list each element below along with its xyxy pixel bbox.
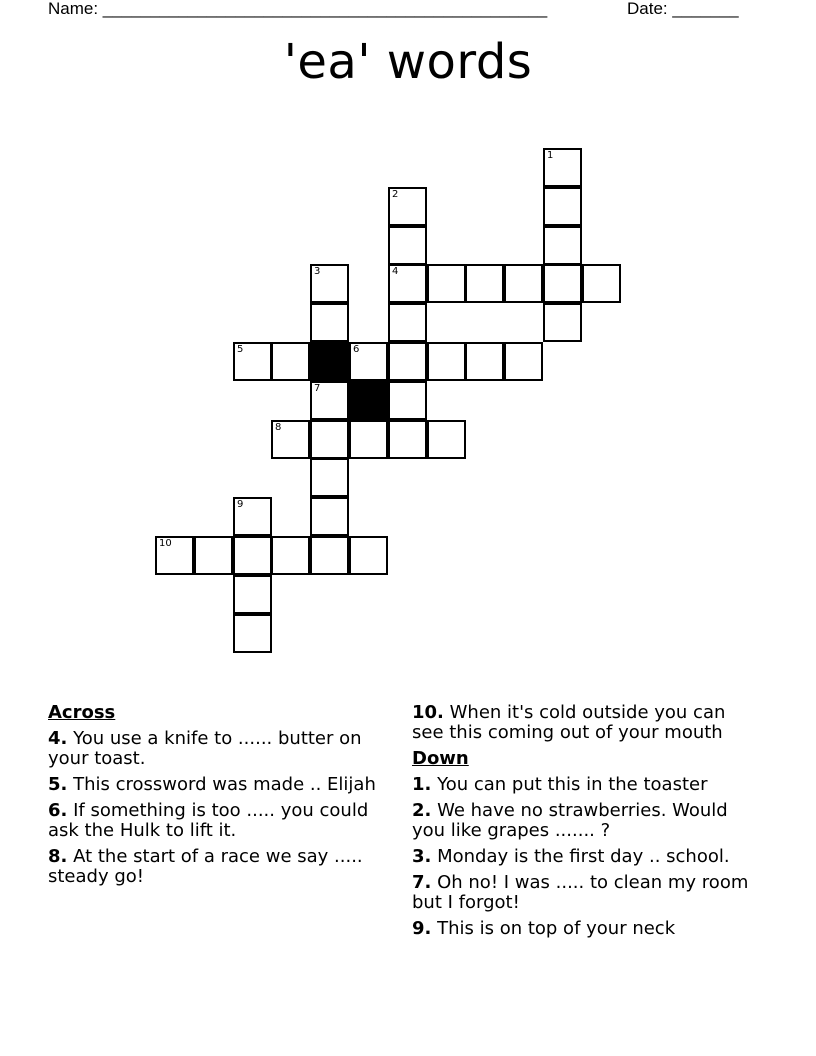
clue-number: 5 bbox=[237, 344, 244, 355]
clue-number: 2 bbox=[392, 189, 399, 200]
grid-cell[interactable] bbox=[388, 226, 427, 265]
grid-cell[interactable] bbox=[349, 420, 388, 459]
clue-item-number: 7. bbox=[412, 872, 432, 893]
name-field-label: Name: _______________________________________________ bbox=[48, 0, 548, 18]
across-heading: Across bbox=[48, 702, 116, 723]
clue-item-text: At the start of a race we say ..... steady go! bbox=[48, 846, 363, 887]
grid-cell[interactable] bbox=[427, 264, 466, 303]
grid-cell[interactable] bbox=[388, 264, 427, 303]
grid-cell[interactable] bbox=[155, 536, 194, 575]
grid-cell[interactable] bbox=[543, 303, 582, 342]
page-title: 'ea' words bbox=[283, 34, 533, 90]
clue-item-text: Oh no! I was ..... to clean my room but I forgot! bbox=[412, 872, 749, 913]
grid-cell[interactable] bbox=[310, 381, 349, 420]
grid-cell[interactable] bbox=[465, 264, 504, 303]
clue-item-number: 5. bbox=[48, 774, 68, 795]
clue-number: 10 bbox=[159, 538, 172, 549]
clue-item-text: When it's cold outside you can see this coming out of your mouth bbox=[412, 702, 726, 743]
grid-cell[interactable] bbox=[233, 342, 272, 381]
grid-cell[interactable] bbox=[271, 342, 310, 381]
grid-block-cell bbox=[349, 381, 388, 420]
clue-item-number: 1. bbox=[412, 774, 432, 795]
clues-left-column bbox=[48, 703, 378, 893]
clue-number: 9 bbox=[237, 499, 244, 510]
clue-number: 3 bbox=[314, 266, 321, 277]
grid-cell[interactable] bbox=[388, 381, 427, 420]
clue-item-number: 3. bbox=[412, 846, 432, 867]
grid-cell[interactable] bbox=[388, 420, 427, 459]
grid-cell[interactable] bbox=[543, 226, 582, 265]
grid-cell[interactable] bbox=[271, 536, 310, 575]
grid-cell[interactable] bbox=[504, 342, 543, 381]
clue-item-text: Monday is the first day .. school. bbox=[431, 846, 730, 867]
clue-item-number: 9. bbox=[412, 918, 432, 939]
grid-cell[interactable] bbox=[388, 187, 427, 226]
clue-item bbox=[412, 873, 762, 913]
grid-cell[interactable] bbox=[349, 536, 388, 575]
clue-item-text: You can put this in the toaster bbox=[431, 774, 708, 795]
grid-cell[interactable] bbox=[310, 497, 349, 536]
grid-cell[interactable] bbox=[194, 536, 233, 575]
clue-item bbox=[412, 847, 762, 867]
grid-cell[interactable] bbox=[427, 342, 466, 381]
grid-cell[interactable] bbox=[233, 614, 272, 653]
clue-item-number: 4. bbox=[48, 728, 68, 749]
grid-cell[interactable] bbox=[504, 264, 543, 303]
clue-item bbox=[48, 847, 378, 887]
clue-item bbox=[412, 801, 762, 841]
clue-number: 1 bbox=[547, 150, 554, 161]
clues-right-column bbox=[412, 703, 762, 945]
clue-item-text: You use a knife to ...... butter on your toast. bbox=[48, 728, 362, 769]
date-field-label: Date: _______ bbox=[627, 0, 739, 18]
grid-cell[interactable] bbox=[427, 420, 466, 459]
grid-cell[interactable] bbox=[465, 342, 504, 381]
down-clue-list bbox=[412, 775, 762, 939]
clue-item-text: If something is too ..... you could ask the Hulk to lift it. bbox=[48, 800, 369, 841]
clue-item-number: 2. bbox=[412, 800, 432, 821]
grid-cell[interactable] bbox=[233, 575, 272, 614]
clue-item bbox=[48, 775, 378, 795]
clue-item-text: This crossword was made .. Elijah bbox=[67, 774, 376, 795]
clue-number: 7 bbox=[314, 383, 321, 394]
grid-cell[interactable] bbox=[233, 497, 272, 536]
clue-item-number: 10. bbox=[412, 702, 444, 723]
clue-item bbox=[48, 729, 378, 769]
grid-cell[interactable] bbox=[543, 187, 582, 226]
across-clue-list-continued bbox=[412, 703, 762, 743]
clue-item-text: We have no strawberries. Would you like grapes ....... ? bbox=[412, 800, 728, 841]
clue-number: 6 bbox=[353, 344, 360, 355]
grid-cell[interactable] bbox=[349, 342, 388, 381]
clue-item bbox=[412, 919, 762, 939]
grid-cell[interactable] bbox=[388, 303, 427, 342]
across-clue-list bbox=[48, 729, 378, 887]
clue-number: 8 bbox=[275, 422, 282, 433]
grid-cell[interactable] bbox=[310, 458, 349, 497]
grid-cell[interactable] bbox=[388, 342, 427, 381]
clue-item bbox=[412, 775, 762, 795]
grid-cell[interactable] bbox=[310, 264, 349, 303]
grid-cell[interactable] bbox=[543, 148, 582, 187]
down-heading: Down bbox=[412, 748, 469, 769]
grid-cell[interactable] bbox=[233, 536, 272, 575]
clue-item-number: 8. bbox=[48, 846, 68, 867]
clue-number: 4 bbox=[392, 266, 399, 277]
clue-item-number: 6. bbox=[48, 800, 68, 821]
grid-cell[interactable] bbox=[543, 264, 582, 303]
grid-cell[interactable] bbox=[271, 420, 310, 459]
grid-cell[interactable] bbox=[310, 536, 349, 575]
clue-item-text: This is on top of your neck bbox=[431, 918, 676, 939]
clue-item bbox=[412, 703, 762, 743]
grid-cell[interactable] bbox=[310, 420, 349, 459]
grid-block-cell bbox=[310, 342, 349, 381]
grid-cell[interactable] bbox=[582, 264, 621, 303]
clue-item bbox=[48, 801, 378, 841]
grid-cell[interactable] bbox=[310, 303, 349, 342]
